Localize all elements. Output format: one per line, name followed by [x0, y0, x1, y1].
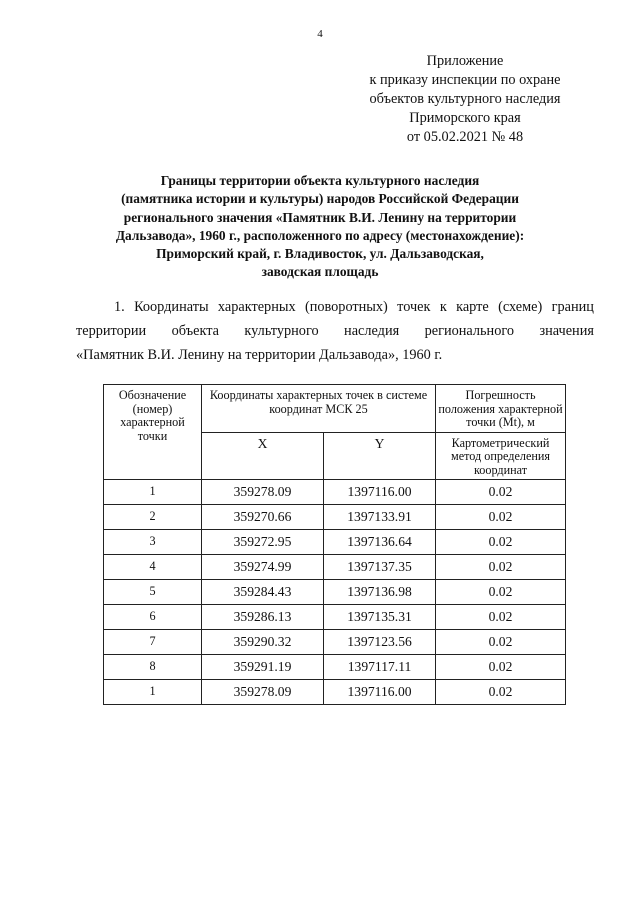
page-number: 4	[317, 28, 323, 40]
error-cell: 0.02	[436, 655, 566, 680]
table-row	[104, 505, 566, 530]
intro-word: объекта	[171, 323, 219, 339]
x-coordinate-cell: 359274.99	[202, 555, 324, 580]
table-row	[104, 630, 566, 655]
point-number-cell: 1	[104, 680, 202, 705]
point-number-cell: 4	[104, 555, 202, 580]
x-coordinate-cell: 359270.66	[202, 505, 324, 530]
intro-word: культурного	[244, 323, 319, 339]
point-number-cell: 7	[104, 630, 202, 655]
table-row	[104, 680, 566, 705]
title-line: (памятника истории и культуры) народов Российской Федерации	[121, 191, 519, 207]
appendix-line: Приложение	[426, 53, 504, 69]
table-row	[104, 655, 566, 680]
appendix-line: объектов культурного наследия	[369, 91, 561, 107]
title-line: Границы территории объекта культурного наследия	[160, 173, 480, 188]
header-method: Картометрический метод определения координат	[436, 432, 566, 480]
y-coordinate-cell: 1397137.35	[324, 555, 436, 580]
error-cell: 0.02	[436, 505, 566, 530]
appendix-line: от 05.02.2021 № 48	[406, 129, 524, 145]
x-coordinate-cell: 359278.09	[202, 680, 324, 705]
point-number-cell: 3	[104, 530, 202, 555]
intro-line-2	[76, 319, 594, 343]
header-error: Погрешность положения характерной точки (Mt), м	[436, 385, 566, 433]
intro-word: характерных	[217, 299, 296, 315]
header-y: Y	[324, 432, 436, 480]
title-line: регионального значения «Памятник В.И. Ленину на территории	[123, 209, 517, 225]
y-coordinate-cell: 1397116.00	[324, 480, 436, 505]
intro-line-3: «Памятник В.И. Ленину на территории Дальзавода», 1960 г.	[76, 347, 443, 363]
point-number-cell: 6	[104, 605, 202, 630]
y-coordinate-cell: 1397116.00	[324, 680, 436, 705]
x-coordinate-cell: 359286.13	[202, 605, 324, 630]
y-coordinate-cell: 1397136.64	[324, 530, 436, 555]
intro-word: регионального	[424, 323, 515, 339]
intro-word: к	[439, 299, 447, 315]
title-line: Дальзавода», 1960 г., расположенного по адресу (местонахождение):	[115, 227, 525, 243]
y-coordinate-cell: 1397136.98	[324, 580, 436, 605]
x-coordinate-cell: 359284.43	[202, 580, 324, 605]
point-number-cell: 1	[104, 480, 202, 505]
intro-word: значения	[539, 323, 594, 339]
x-coordinate-cell: 359290.32	[202, 630, 324, 655]
point-number-cell: 8	[104, 655, 202, 680]
table-row	[104, 530, 566, 555]
intro-word: наследия	[344, 323, 400, 339]
intro-word: (схеме)	[498, 299, 543, 315]
error-cell: 0.02	[436, 480, 566, 505]
point-number-cell: 5	[104, 580, 202, 605]
appendix-line: Приморского края	[409, 110, 521, 126]
error-cell: 0.02	[436, 555, 566, 580]
appendix-line: к приказу инспекции по охране	[369, 72, 561, 88]
title-line: заводская площадь	[261, 264, 379, 280]
y-coordinate-cell: 1397135.31	[324, 605, 436, 630]
y-coordinate-cell: 1397117.11	[324, 655, 436, 680]
intro-word: границ	[551, 299, 594, 315]
appendix-block	[330, 52, 600, 147]
intro-word: точек	[397, 299, 431, 315]
table-row	[104, 580, 566, 605]
intro-word: 1.	[114, 299, 125, 315]
header-coords: Координаты характерных точек в системе координат МСК 25	[202, 385, 436, 433]
table-row	[104, 555, 566, 580]
intro-word: карте	[456, 299, 489, 315]
table-body	[104, 480, 566, 705]
intro-word: территории	[76, 323, 147, 339]
x-coordinate-cell: 359272.95	[202, 530, 324, 555]
header-x: X	[202, 432, 324, 480]
intro-word: Координаты	[134, 299, 209, 315]
error-cell: 0.02	[436, 580, 566, 605]
x-coordinate-cell: 359278.09	[202, 480, 324, 505]
x-coordinate-cell: 359291.19	[202, 655, 324, 680]
error-cell: 0.02	[436, 605, 566, 630]
header-point: Обозначение (номер) характерной точки	[104, 385, 202, 480]
error-cell: 0.02	[436, 680, 566, 705]
intro-paragraph	[76, 295, 594, 367]
error-cell: 0.02	[436, 630, 566, 655]
y-coordinate-cell: 1397133.91	[324, 505, 436, 530]
intro-line-1	[76, 295, 594, 319]
table-row	[104, 605, 566, 630]
intro-word: (поворотных)	[304, 299, 388, 315]
title-line: Приморский край, г. Владивосток, ул. Дальзаводская,	[156, 246, 484, 262]
point-number-cell: 2	[104, 505, 202, 530]
table-row	[104, 480, 566, 505]
coordinates-table	[103, 384, 566, 705]
y-coordinate-cell: 1397123.56	[324, 630, 436, 655]
document-title	[60, 172, 580, 282]
error-cell: 0.02	[436, 530, 566, 555]
